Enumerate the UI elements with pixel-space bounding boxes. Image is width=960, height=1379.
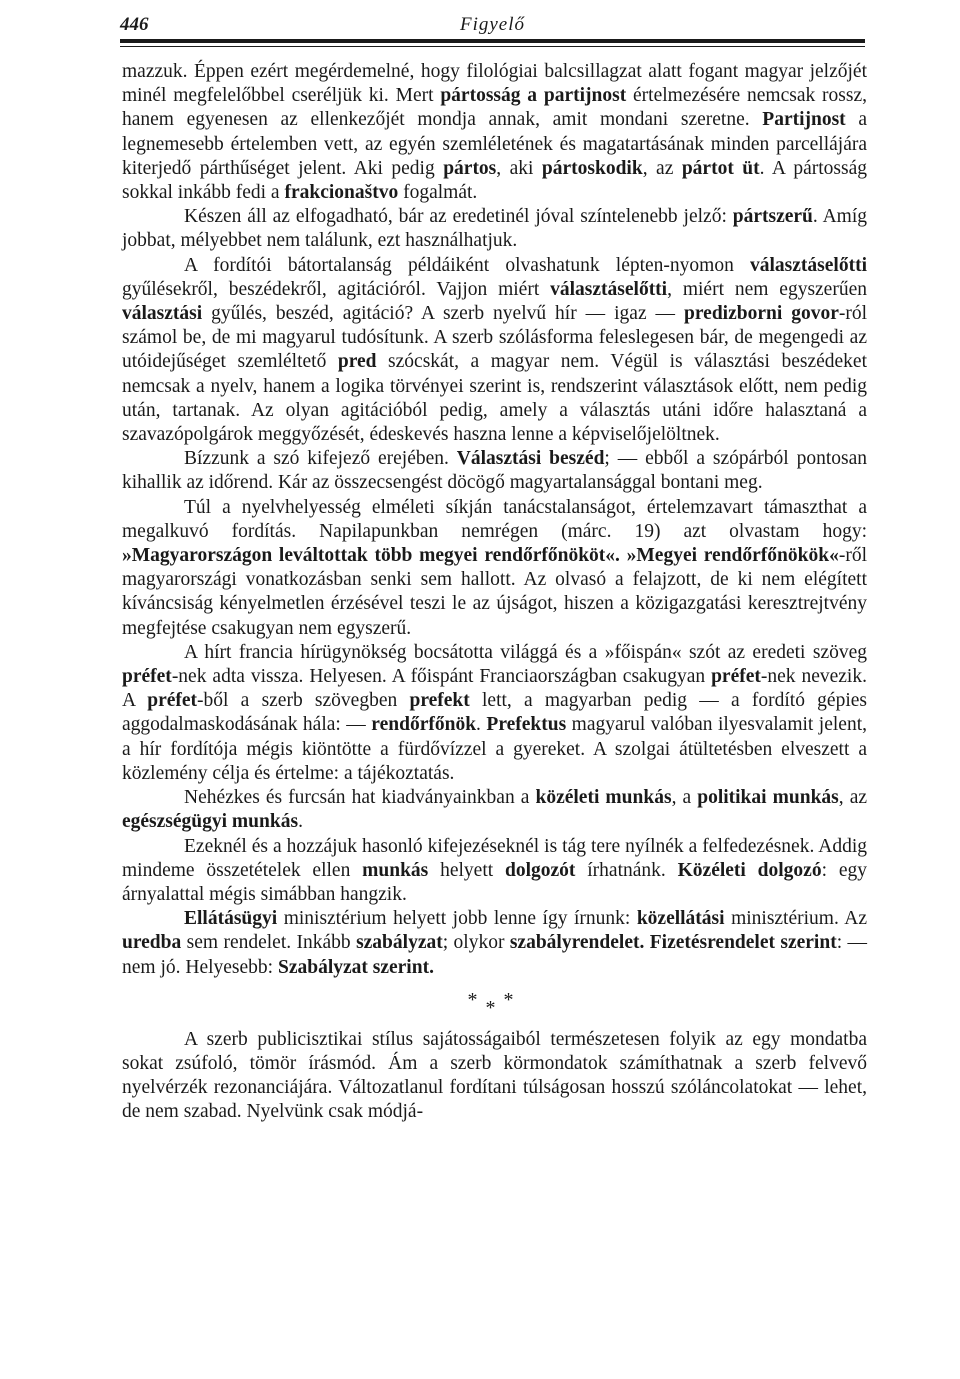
- emphasized-term: választáselőtti: [750, 254, 867, 276]
- emphasized-term: rendőrfőnök: [371, 714, 477, 736]
- body-paragraph: A fordítói bátortalanság példáiként olvashatunk lépten-nyomon választáselőtti gyűlésekről, beszédekről, agitációról. Vajjon miért választáselőtti, miért nem egyszerűen választási gyűlés, beszéd, agitáció? A szerb nyelvű hír — igaz — predizborni govor-ról számol be, de mi magyarul tudósítunk. A szerb szólásforma feleslegesen bár, de megengedi az utóidejűséget szemléltető pred szócskát, a magyar nem. Végül is választási beszédeket nemcsak a nyelv, hanem a logika törvényei szerint is, rendszerint választások előtt, nem pedig után, tartanak. Az olyan agitációból pedig, amely a választás utáni időre halasztaná a szavazópolgárok meggyőzését, édeskevés haszna lenne a képviselőjelöltnek.: [122, 254, 868, 446]
- emphasized-term: préfet: [122, 666, 172, 688]
- emphasized-term: Partijnost: [762, 109, 846, 131]
- running-header: [120, 14, 865, 40]
- emphasized-term: közéleti munkás: [535, 787, 672, 809]
- separator-star: *: [485, 996, 504, 1019]
- emphasized-term: prefekt: [409, 690, 470, 712]
- emphasized-term: választáselőtti: [550, 278, 668, 300]
- running-title: Figyelő: [459, 14, 526, 35]
- emphasized-term: pártos: [443, 157, 497, 179]
- separator-star: *: [503, 988, 522, 1011]
- emphasized-term: Közéleti dolgozó: [677, 859, 822, 881]
- body-paragraph: Ellátásügyi minisztérium helyett jobb lenne így írnunk: közellátási minisztérium. Az uredba sem rendelet. Inkább szabályzat; olykor szabályrendelet. Fizetésrendelet szerint: — nem jó. Helyesebb: Szabályzat szerint.: [122, 908, 868, 978]
- separator-star: *: [467, 988, 486, 1011]
- emphasized-term: szabályrendelet. Fizetésrendelet szerint: [509, 932, 837, 954]
- emphasized-term: munkás: [362, 859, 429, 881]
- emphasized-term: politikai munkás: [697, 787, 839, 809]
- section-separator: [122, 988, 867, 1019]
- emphasized-term: uredba: [122, 932, 182, 954]
- emphasized-term: »Magyarországon leváltottak több megyei rendőrfőnököt«. »Megyei rendőrfőnökök«: [122, 545, 839, 567]
- emphasized-term: egészségügyi munkás: [122, 811, 299, 833]
- body-paragraph: Túl a nyelvhelyesség elméleti síkján tanácstalanságot, értelemzavart támaszthat a megalkuvó fordítás. Napilapunkban nemrégen (márc. 19) azt olvastam hogy: »Magyarországon leváltottak több megyei rendőrfőnököt«. »Megyei rendőrfőnökök«-ről magyarországi vonatkozásban senki sem hallott. Az olvasó a felajzott, de ki nem elégített kíváncsiság kényelmetlen érzésével teszi le az újságot, hiszen a közigazgatási keresztrejtvény megfejtése csakugyan nem egyszerű.: [122, 496, 867, 639]
- page-number: 446: [120, 14, 149, 35]
- body-paragraph: Nehézkes és furcsán hat kiadványainkban a közéleti munkás, a politikai munkás, az egészségügyi munkás.: [122, 787, 868, 833]
- body-paragraph-final: A szerb publicisztikai stílus sajátosságaiból természetesen folyik az egy mondatba sokat zsúfoló, tömör írásmód. Ám a szerb körmondatok számíthatnak a szerb felvevő nyelvérzék rezonanciájára. Változatlanul fordítani túlságosan hosszú szóláncolatokat — lehet, de nem szabad. Nyelvünk csak módjá-: [122, 1028, 867, 1123]
- body-paragraph: Ezeknél és a hozzájuk hasonló kifejezéseknél is tág tere nyílnék a felfedezésnek. Addig mindeme összetételek ellen munkás helyett dolgozót írhatnánk. Közéleti dolgozó: egy árnyalattal mégis simábban hangzik.: [122, 835, 867, 905]
- emphasized-term: préfet: [711, 666, 761, 688]
- header-rule-thick: [120, 39, 865, 43]
- emphasized-term: pártszerű: [732, 206, 813, 228]
- emphasized-term: pred: [337, 351, 377, 373]
- emphasized-term: Szabályzat szerint.: [277, 956, 434, 978]
- emphasized-term: dolgozót: [505, 859, 576, 881]
- emphasized-term: Prefektus: [486, 714, 567, 736]
- emphasized-term: préfet: [147, 690, 198, 712]
- emphasized-term: pártoskodik: [541, 157, 643, 179]
- header-rule-thin: [120, 46, 865, 47]
- article-body: [122, 60, 867, 1125]
- emphasized-term: pártosság a partijnost: [440, 85, 627, 107]
- emphasized-term: predizborni govor: [684, 303, 839, 325]
- body-paragraph: Készen áll az elfogadható, bár az eredetinél jóval színtelenebb jelző: pártszerű. Amíg jobbat, mélyebbet nem találunk, ezt használhatjuk.: [122, 206, 868, 252]
- emphasized-term: közellátási: [636, 908, 725, 930]
- emphasized-term: pártot üt: [681, 157, 760, 179]
- body-paragraph-continued: mazzuk. Éppen ezért megérdemelné, hogy filológiai balcsillagzat alatt fogant magyar jelzőjét minél megfelelőbbel cseréljük ki. Mert pártosság a partijnost értelmezésére nemcsak rossz, hanem egyenesen az ellenkezőjét mondja annak, amit mondani szeretne. Partijnost a legnemesebb értelemben vett, az egyén szemléletének és magatartásának minden parcellájára kiterjedő párthűséget jelent. Aki pedig pártos, aki pártoskodik, az pártot üt. A pártosság sokkal inkább fedi a frakcionaštvo fogalmát.: [122, 61, 868, 204]
- body-paragraph: Bízzunk a szó kifejező erejében. Választási beszéd; — ebből a szópárból pontosan kihallik az időrend. Kár az összecsengést döcögő magyartalansággal bontani meg.: [122, 448, 867, 494]
- emphasized-term: választási: [122, 303, 203, 325]
- body-paragraph: A hírt francia hírügynökség bocsátotta világgá és a »főispán« szót az eredeti szöveg préfet-nek adta vissza. Helyesen. A főispánt Franciaországban csakugyan préfet-nek nevezik. A préfet-ből a szerb szövegben prefekt lett, a magyarban pedig — a fordító gépies aggodalmaskodásának hála: — rendőrfőnök. Prefektus magyarul valóban ilyesvalamit jelent, a hír fordítója mégis kiöntötte a fürdővízzel a gyereket. A szolgai átültetésben elveszett a közlemény célja és értelme: a tájékoztatás.: [122, 641, 867, 784]
- emphasized-term: Ellátásügyi: [184, 908, 278, 930]
- emphasized-term: Választási beszéd: [456, 448, 605, 470]
- emphasized-term: szabályzat: [356, 932, 443, 954]
- emphasized-term: frakcionaštvo: [284, 182, 399, 204]
